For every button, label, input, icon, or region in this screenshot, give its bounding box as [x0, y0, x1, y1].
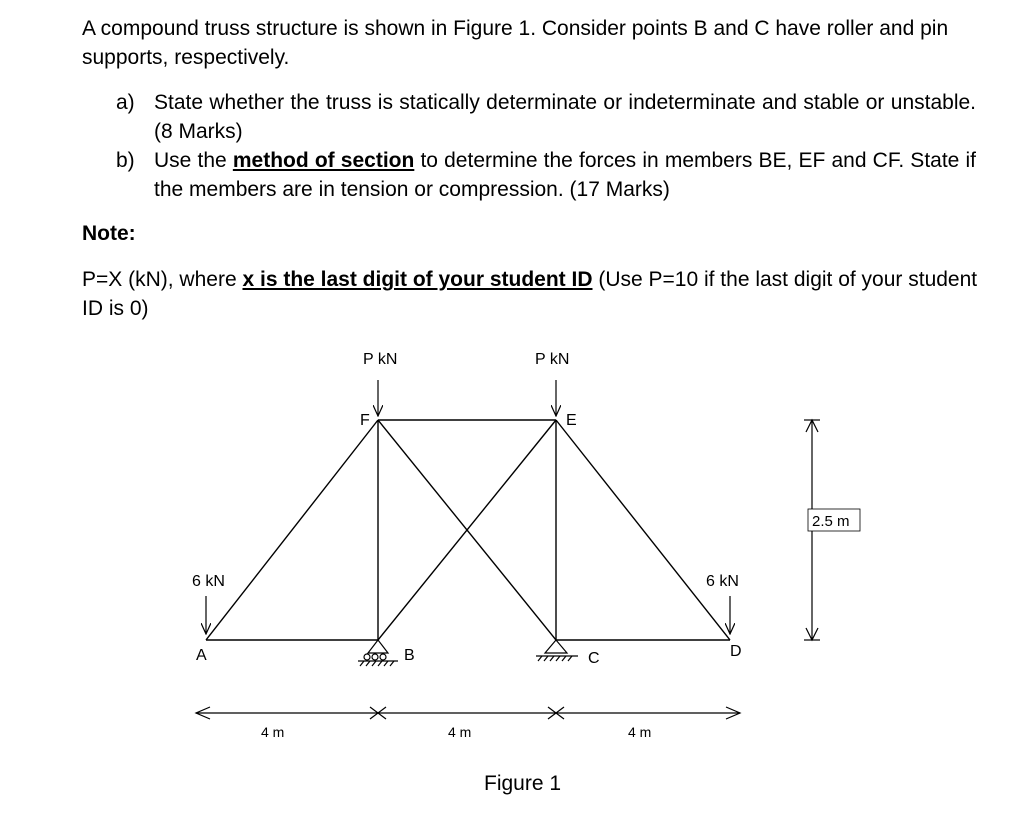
- question-text: State whether the truss is statically determinate or indeterminate and stable or unstable. (8 Marks): [154, 91, 976, 143]
- question-text-pre: Use the: [154, 149, 233, 172]
- note-emphasis: x is the last digit of your student ID: [242, 268, 593, 291]
- intro-paragraph: A compound truss structure is shown in Figure 1. Consider points B and C have roller and pin supports, respectively.: [82, 17, 949, 69]
- node-label-d: D: [730, 643, 742, 660]
- question-text-post: to determine the forces in members BE, EF and CF. State if the members are in tension or compression. (17 Marks): [154, 149, 976, 201]
- note-heading: Note:: [82, 222, 136, 245]
- load-label-e: P kN: [535, 351, 570, 368]
- member-ed: [556, 420, 730, 640]
- span-dimension: [196, 707, 740, 719]
- question-label: b): [116, 149, 135, 172]
- roller-support-b: [358, 640, 398, 666]
- node-label-f: F: [360, 412, 370, 429]
- question-emphasis: method of section: [232, 149, 415, 172]
- node-label-c: C: [588, 650, 600, 667]
- span-label-1: 4 m: [261, 724, 285, 740]
- height-label: 2.5 m: [812, 513, 850, 530]
- span-label-2: 4 m: [448, 724, 472, 740]
- node-label-e: E: [566, 412, 577, 429]
- note-text-post: (Use P=10 if the last digit of your student ID is 0): [82, 268, 978, 320]
- pin-support-c: [536, 640, 578, 661]
- truss-members: [206, 420, 730, 640]
- load-label-a: 6 kN: [192, 573, 225, 590]
- question-label: a): [116, 91, 135, 114]
- span-label-3: 4 m: [628, 724, 652, 740]
- figure-caption: Figure 1: [484, 772, 562, 795]
- note-text-pre: P=X (kN), where: [82, 268, 243, 291]
- load-label-d: 6 kN: [706, 573, 739, 590]
- node-label-a: A: [196, 647, 207, 664]
- member-af: [206, 420, 378, 640]
- node-label-b: B: [404, 647, 415, 664]
- load-label-f: P kN: [363, 351, 398, 368]
